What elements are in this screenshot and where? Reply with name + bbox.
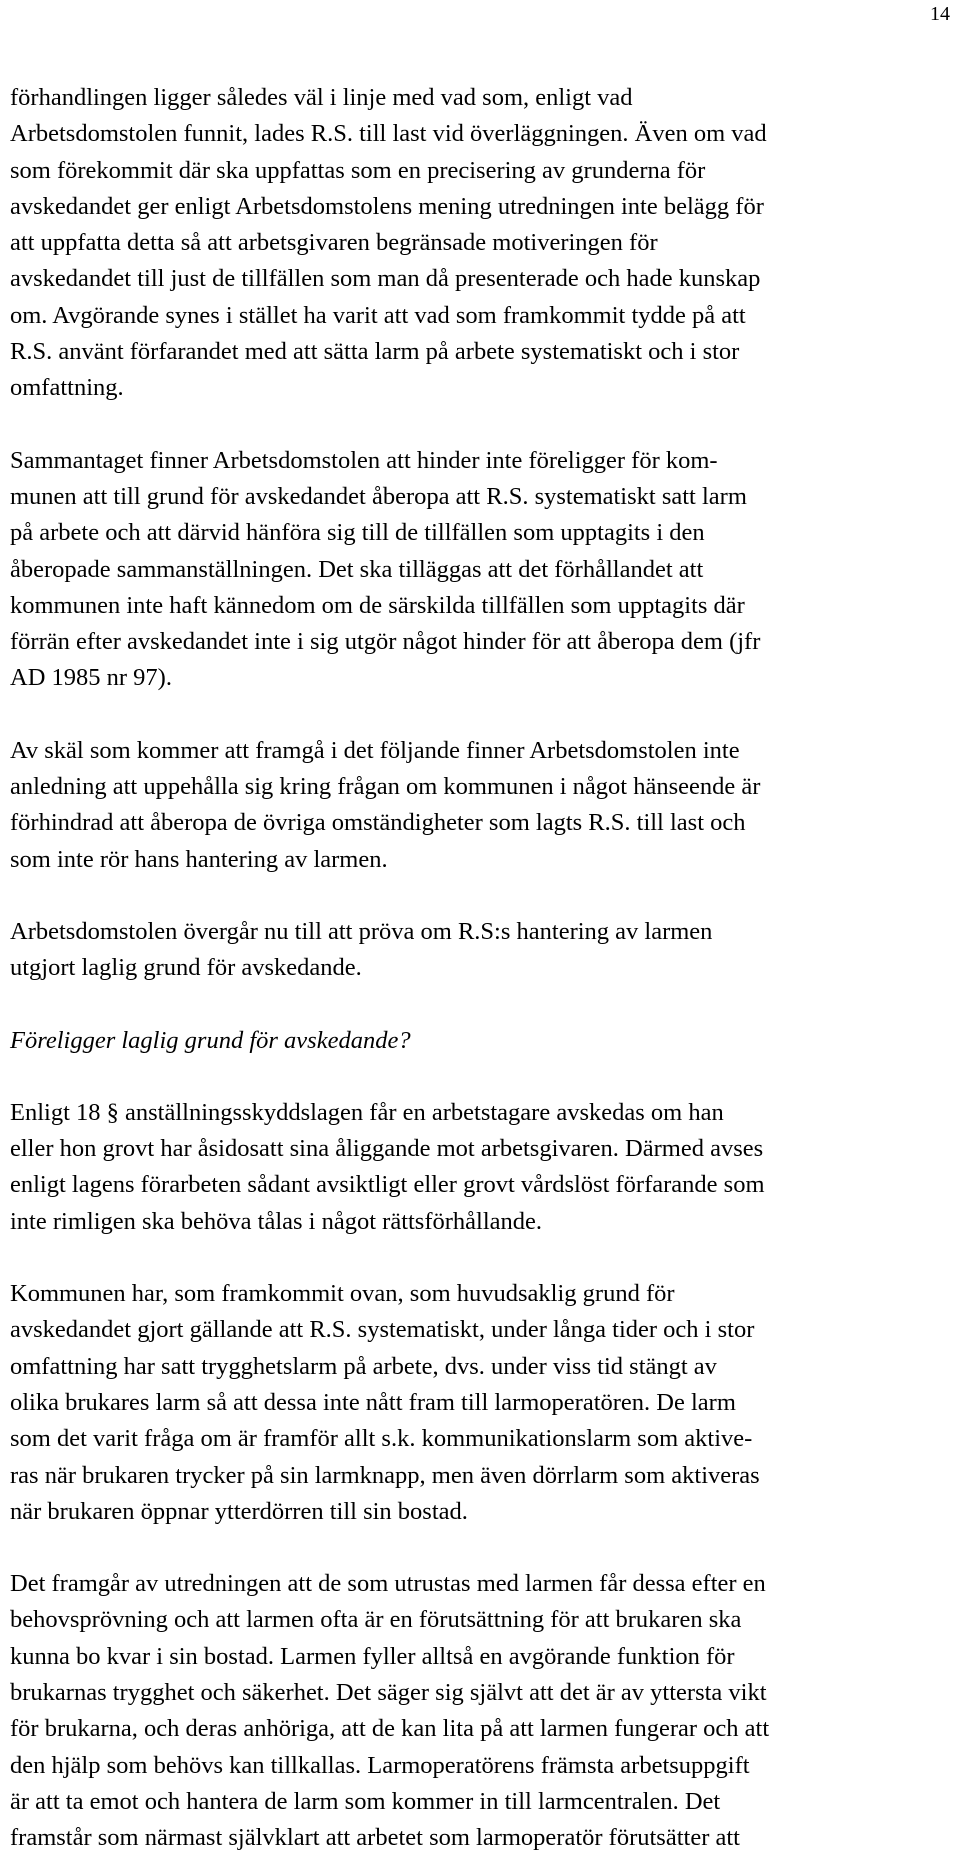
text-line: förhandlingen ligger således väl i linje med vad som, enligt vad (10, 84, 633, 111)
text-line: behovsprövning och att larmen ofta är en förutsättning för att brukaren ska (10, 1606, 742, 1634)
paragraph-7 (10, 1566, 950, 1856)
text-line: R.S. använt förfarandet med att sätta larm på arbete systematiskt och i stor (10, 338, 740, 366)
text-line: Av skäl som kommer att framgå i det följande finner Arbetsdomstolen inte (10, 736, 740, 764)
text-line: att uppfatta detta så att arbetsgivaren begränsade motiveringen för (10, 229, 658, 257)
text-line: framstår som närmast självklart att arbetet som larmoperatör förutsätter att (10, 1824, 740, 1852)
text-line: förhindrad att åberopa de övriga omständigheter som lagts R.S. till last och (10, 809, 746, 837)
text-line: olika brukares larm så att dessa inte nått fram till larmoperatören. De larm (10, 1388, 736, 1416)
paragraph-6 (10, 1276, 950, 1530)
text-line: omfattning har satt trygghetslarm på arbete, dvs. under viss tid stängt av (10, 1352, 717, 1380)
text-line: kommunen inte haft kännedom om de särskilda tillfällen som upptagits där (10, 591, 745, 619)
text-line: som det varit fråga om är framför allt s.k. kommunikationslarm som aktive- (10, 1425, 753, 1453)
text-line: för brukarna, och deras anhöriga, att de kan lita på att larmen fungerar och att (10, 1715, 770, 1743)
paragraph-1 (10, 80, 950, 407)
document-body (10, 80, 950, 1856)
text-line: munen att till grund för avskedandet åberopa att R.S. systematiskt satt larm (10, 482, 747, 510)
paragraph-3 (10, 733, 950, 878)
text-line: avskedandet gjort gällande att R.S. systematiskt, under långa tider och i stor (10, 1316, 755, 1344)
text-line: som förekommit där ska uppfattas som en precisering av grunderna för (10, 156, 706, 184)
paragraph-2 (10, 443, 950, 697)
text-line: eller hon grovt har åsidosatt sina åliggande mot arbetsgivaren. Därmed avses (10, 1135, 764, 1163)
text-line: Arbetsdomstolen övergår nu till att pröva om R.S:s hantering av larmen (10, 917, 713, 945)
text-line: är att ta emot och hantera de larm som kommer in till larmcentralen. Det (10, 1787, 721, 1815)
text-line: som inte rör hans hantering av larmen. (10, 845, 388, 873)
text-line: Arbetsdomstolen funnit, lades R.S. till last vid överläggningen. Även om vad (10, 120, 767, 148)
text-line: förrän efter avskedandet inte i sig utgör något hinder för att åberopa dem (jfr (10, 628, 761, 656)
text-line: inte rimligen ska behöva tålas i något rättsförhållande. (10, 1207, 543, 1235)
paragraph-5 (10, 1095, 950, 1240)
text-line: kunna bo kvar i sin bostad. Larmen fyller alltså en avgörande funktion för (10, 1642, 735, 1670)
text-line: åberopade sammanställningen. Det ska tilläggas att det förhållandet att (10, 555, 704, 583)
text-line: anledning att uppehålla sig kring frågan om kommunen i något hänseende är (10, 773, 761, 801)
text-line: omfattning. (10, 374, 124, 402)
text-line: avskedandet till just de tillfällen som man då presenterade och hade kunskap (10, 265, 761, 293)
text-line: utgjort laglig grund för avskedande. (10, 954, 362, 982)
text-line: Det framgår av utredningen att de som utrustas med larmen får dessa efter en (10, 1570, 766, 1598)
text-line: den hjälp som behövs kan tillkallas. Larmoperatörens främsta arbetsuppgift (10, 1751, 750, 1779)
text-line: AD 1985 nr 97). (10, 664, 172, 692)
page-number: 14 (930, 3, 950, 25)
text-line: Sammantaget finner Arbetsdomstolen att hinder inte föreligger för kom- (10, 446, 718, 474)
text-line: ras när brukaren trycker på sin larmknapp, men även dörrlarm som aktiveras (10, 1461, 760, 1489)
text-line: om. Avgörande synes i stället ha varit att vad som framkommit tydde på att (10, 301, 746, 329)
text-line: enligt lagens förarbeten sådant avsiktligt eller grovt vårdslöst förfarande som (10, 1171, 765, 1199)
text-line: Kommunen har, som framkommit ovan, som huvudsaklig grund för (10, 1280, 675, 1308)
text-line: på arbete och att därvid hänföra sig till de tillfällen som upptagits i den (10, 519, 705, 547)
text-line: Enligt 18 § anställningsskyddslagen får en arbetstagare avskedas om han (10, 1098, 724, 1126)
paragraph-4 (10, 914, 950, 987)
text-line: brukarnas trygghet och säkerhet. Det säger sig självt att det är av yttersta vikt (10, 1678, 767, 1706)
section-heading: Föreligger laglig grund för avskedande? (10, 1026, 411, 1054)
text-line: när brukaren öppnar ytterdörren till sin bostad. (10, 1497, 468, 1525)
text-line: avskedandet ger enligt Arbetsdomstolens mening utredningen inte belägg för (10, 192, 764, 220)
